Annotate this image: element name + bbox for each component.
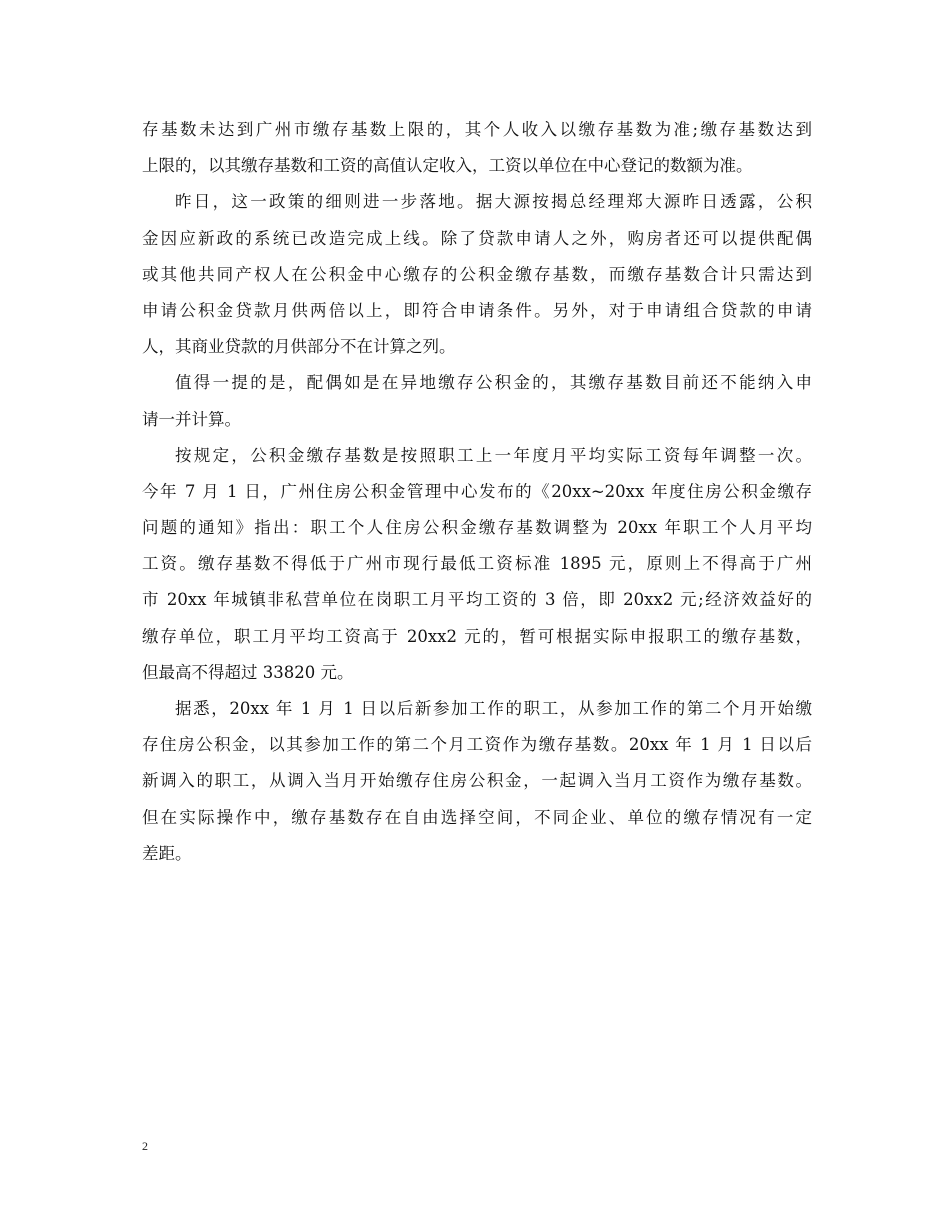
text-line: 存基数未达到广州市缴存基数上限的，其个人收入以缴存基数为准;缴存基数达到 <box>142 120 812 139</box>
text-line: 或其他共同产权人在公积金中心缴存的公积金缴存基数，而缴存基数合计只需达到 <box>142 264 812 284</box>
paragraph-first-line: 昨日，这一政策的细则进一步落地。据大源按揭总经理郑大源昨日透露，公积 <box>175 192 812 212</box>
text-line: 上限的，以其缴存基数和工资的高值认定收入，工资以单位在中心登记的数额为准。 <box>142 156 753 176</box>
text-line: 缴存单位，职工月平均工资高于 20xx2 元的，暂可根据实际申报职工的缴存基数， <box>142 626 812 646</box>
document-body <box>142 112 812 872</box>
text-line: 工资。缴存基数不得低于广州市现行最低工资标准 1895 元，原则上不得高于广州 <box>142 554 812 574</box>
text-line: 存住房公积金，以其参加工作的第二个月工资作为缴存基数。20xx 年 1 月 1 日以后 <box>142 735 812 755</box>
text-line: 市 20xx 年城镇非私营单位在岗职工月平均工资的 3 倍，即 20xx2 元;经济效益好的 <box>142 590 812 610</box>
text-line: 但在实际操作中，缴存基数存在自由选择空间，不同企业、单位的缴存情况有一定 <box>142 807 812 827</box>
paragraph-first-line: 据悉，20xx 年 1 月 1 日以后新参加工作的职工，从参加工作的第二个月开始缴 <box>175 699 812 718</box>
page-number: 2 <box>142 1139 148 1153</box>
paragraph-first-line: 按规定，公积金缴存基数是按照职工上一年度月平均实际工资每年调整一次。 <box>175 445 812 465</box>
paragraph-first-line: 值得一提的是，配偶如是在异地缴存公积金的，其缴存基数目前还不能纳入申 <box>175 373 812 393</box>
text-line: 人，其商业贷款的月供部分不在计算之列。 <box>142 337 456 357</box>
text-line: 问题的通知》指出：职工个人住房公积金缴存基数调整为 20xx 年职工个人月平均 <box>142 518 812 538</box>
text-line: 金因应新政的系统已改造完成上线。除了贷款申请人之外，购房者还可以提供配偶 <box>142 228 812 248</box>
text-line: 但最高不得超过 33820 元。 <box>142 662 354 682</box>
text-line: 请一并计算。 <box>142 409 241 429</box>
text-line: 今年 7 月 1 日，广州住房公积金管理中心发布的《20xx~20xx 年度住房公积金缴存 <box>142 481 812 501</box>
text-line: 新调入的职工，从调入当月开始缴存住房公积金，一起调入当月工资作为缴存基数。 <box>142 771 812 791</box>
text-line: 申请公积金贷款月供两倍以上，即符合申请条件。另外，对于申请组合贷款的申请 <box>142 300 812 320</box>
text-line: 差距。 <box>142 843 192 863</box>
